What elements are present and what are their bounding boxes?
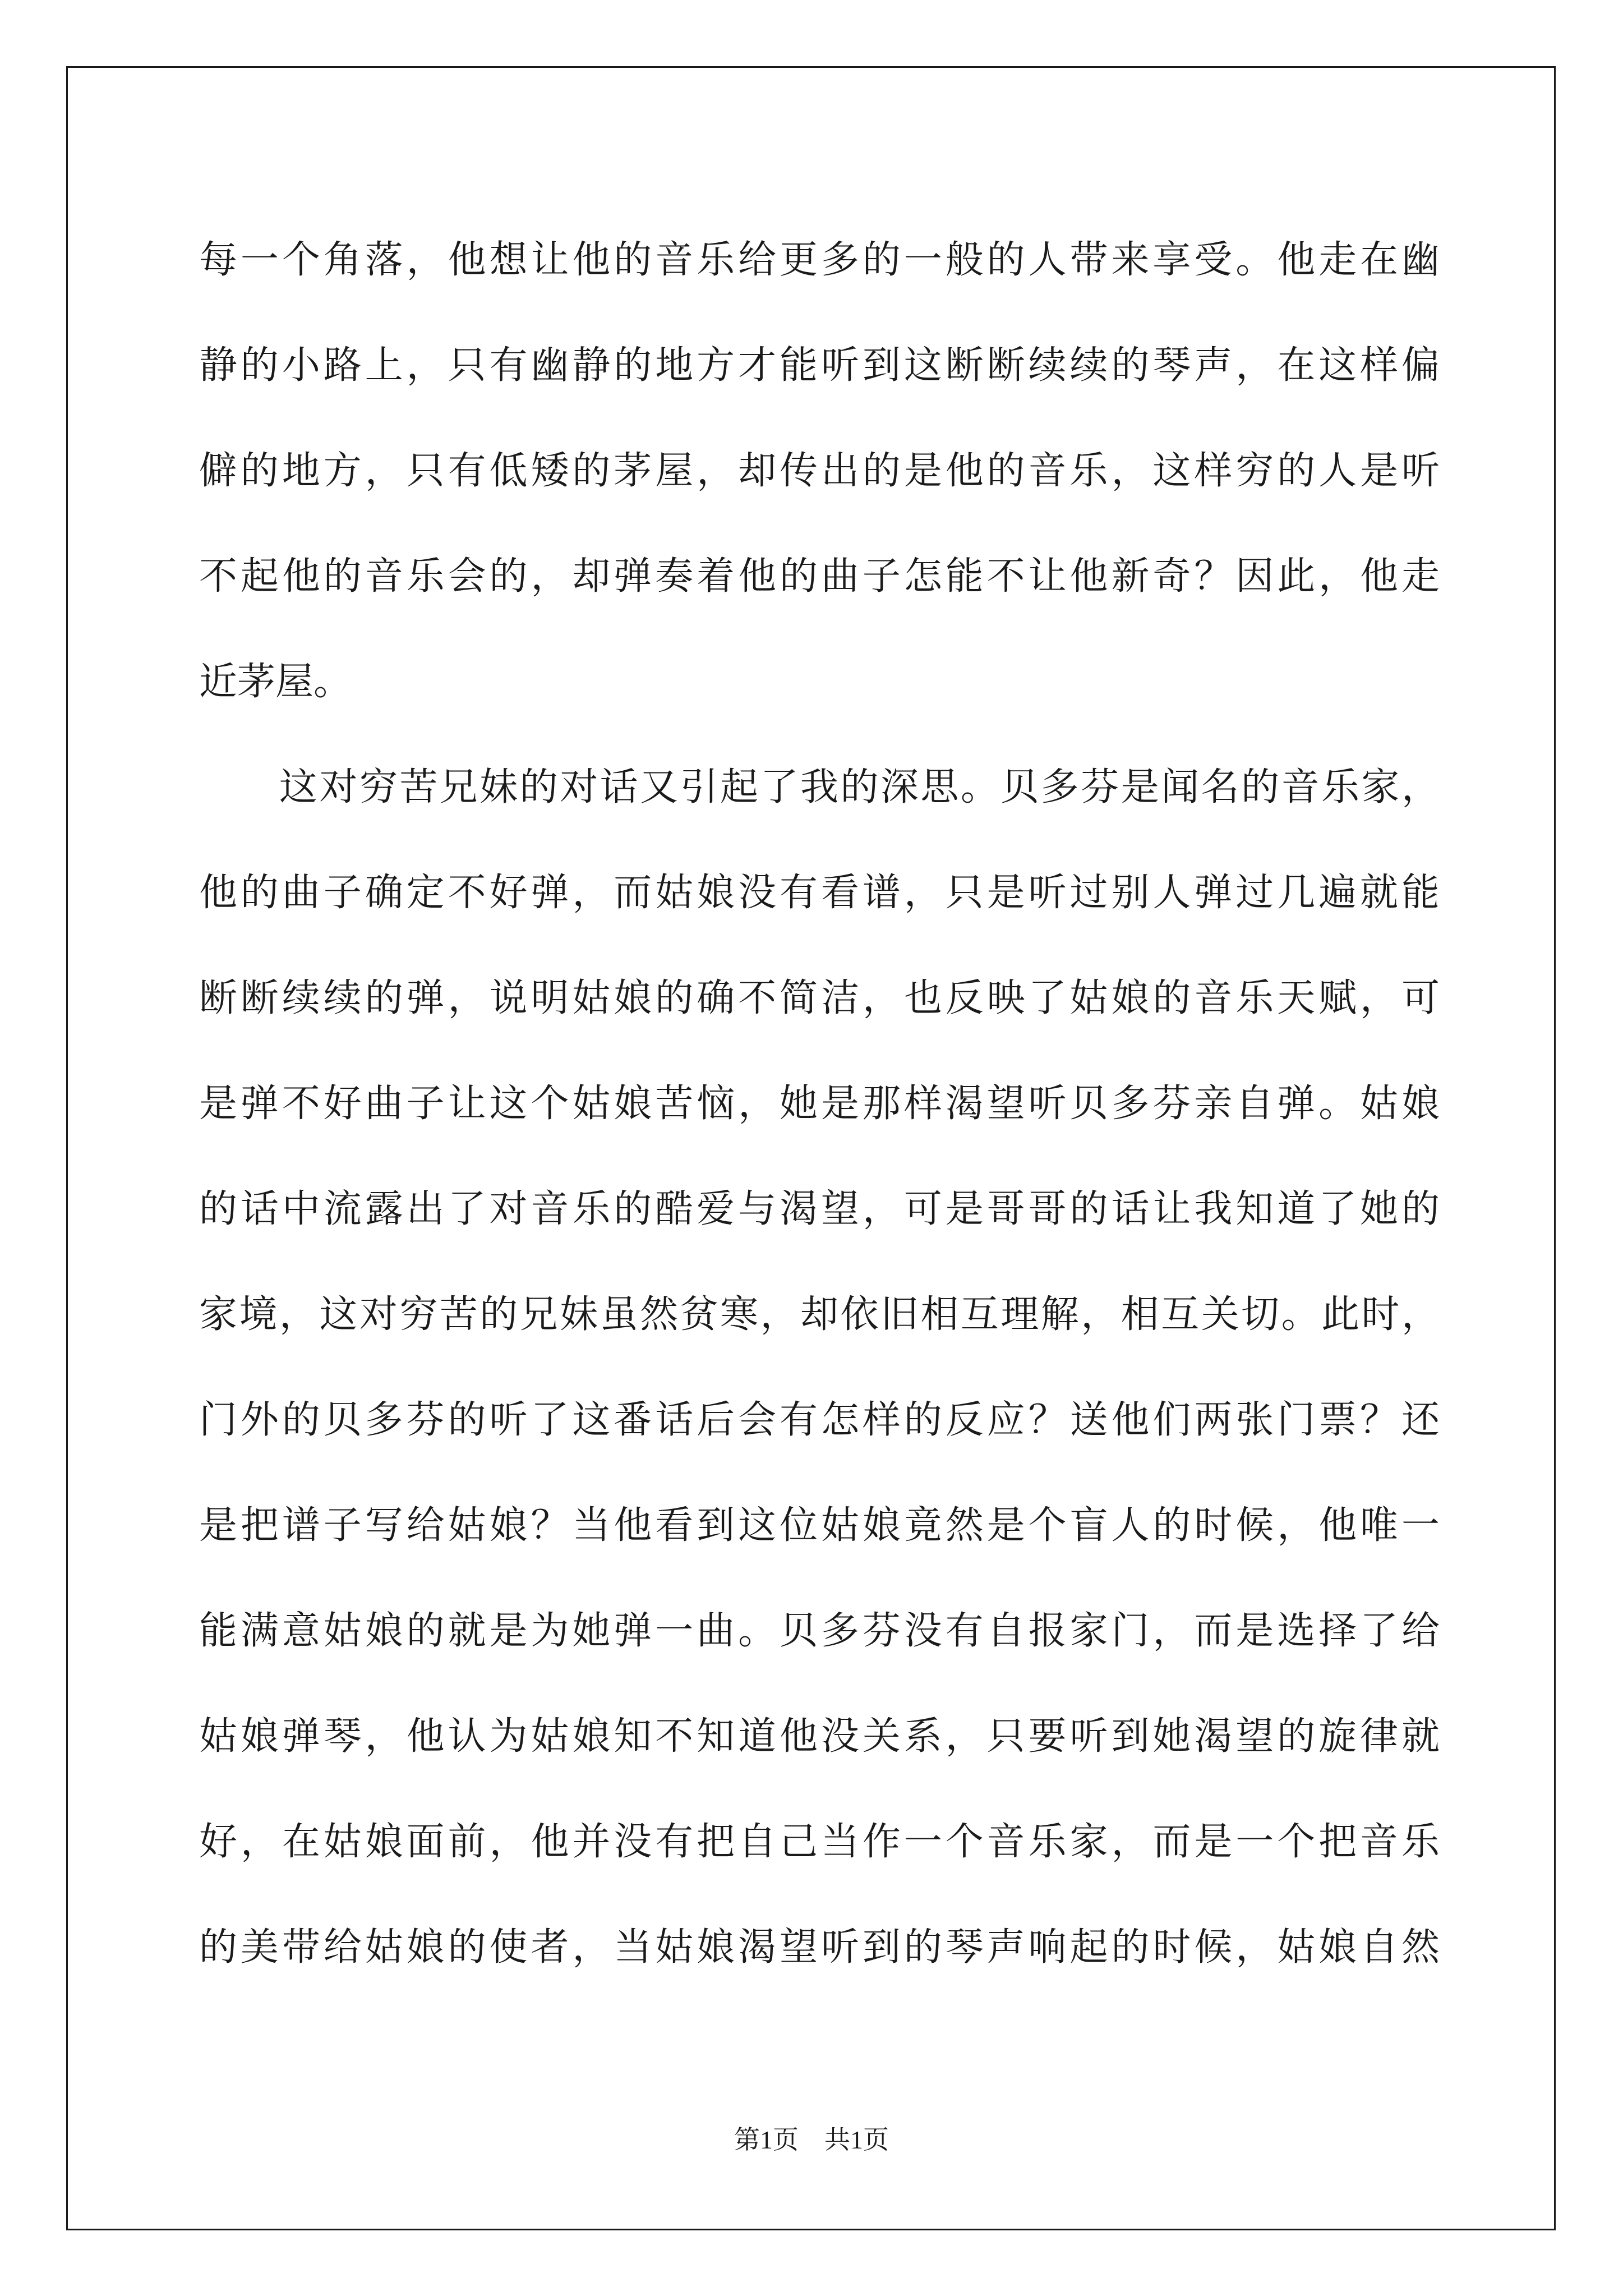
paragraph-start-line: 这对穷苦兄妹的对话又引起了我的深思。贝多芬是闻名的音乐家， [199, 765, 1440, 809]
text-line: 僻的地方，只有低矮的茅屋，却传出的是他的音乐，这样穷的人是听 [199, 449, 1440, 493]
text-line: 每一个角落，他想让他的音乐给更多的一般的人带来享受。他走在幽 [199, 238, 1440, 282]
text-line: 家境，这对穷苦的兄妹虽然贫寒，却依旧相互理解，相互关切。此时， [199, 1292, 1440, 1337]
text-line: 断断续续的弹，说明姑娘的确不简洁，也反映了姑娘的音乐天赋，可 [199, 976, 1440, 1020]
text-line: 姑娘弹琴，他认为姑娘知不知道他没关系，只要听到她渴望的旋律就 [199, 1714, 1440, 1759]
text-line: 是弹不好曲子让这个姑娘苦恼，她是那样渴望听贝多芬亲自弹。姑娘 [199, 1082, 1440, 1126]
text-line: 他的曲子确定不好弹，而姑娘没有看谱，只是听过别人弹过几遍就能 [199, 871, 1440, 915]
text-line: 近茅屋。 [199, 660, 352, 704]
text-line: 静的小路上，只有幽静的地方才能听到这断断续续的琴声，在这样偏 [199, 343, 1440, 388]
text-line: 的话中流露出了对音乐的酷爱与渴望，可是哥哥的话让我知道了她的 [199, 1187, 1440, 1231]
page-footer [0, 2123, 1623, 2157]
page-total-label: 共1页 [824, 2125, 889, 2154]
document-body [199, 208, 1440, 2000]
text-line: 是把谱子写给姑娘？当他看到这位姑娘竟然是个盲人的时候，他唯一 [199, 1503, 1440, 1548]
text-line: 好，在姑娘面前，他并没有把自己当作一个音乐家，而是一个把音乐 [199, 1820, 1440, 1864]
text-line: 门外的贝多芬的听了这番话后会有怎样的反应？送他们两张门票？还 [199, 1398, 1440, 1442]
text-line: 能满意姑娘的就是为她弹一曲。贝多芬没有自报家门，而是选择了给 [199, 1609, 1440, 1653]
text-line: 不起他的音乐会的，却弹奏着他的曲子怎能不让他新奇？因此，他走 [199, 554, 1440, 599]
text-line: 的美带给姑娘的使者，当姑娘渴望听到的琴声响起的时候，姑娘自然 [199, 1925, 1440, 1970]
page-number-label: 第1页 [734, 2125, 799, 2154]
